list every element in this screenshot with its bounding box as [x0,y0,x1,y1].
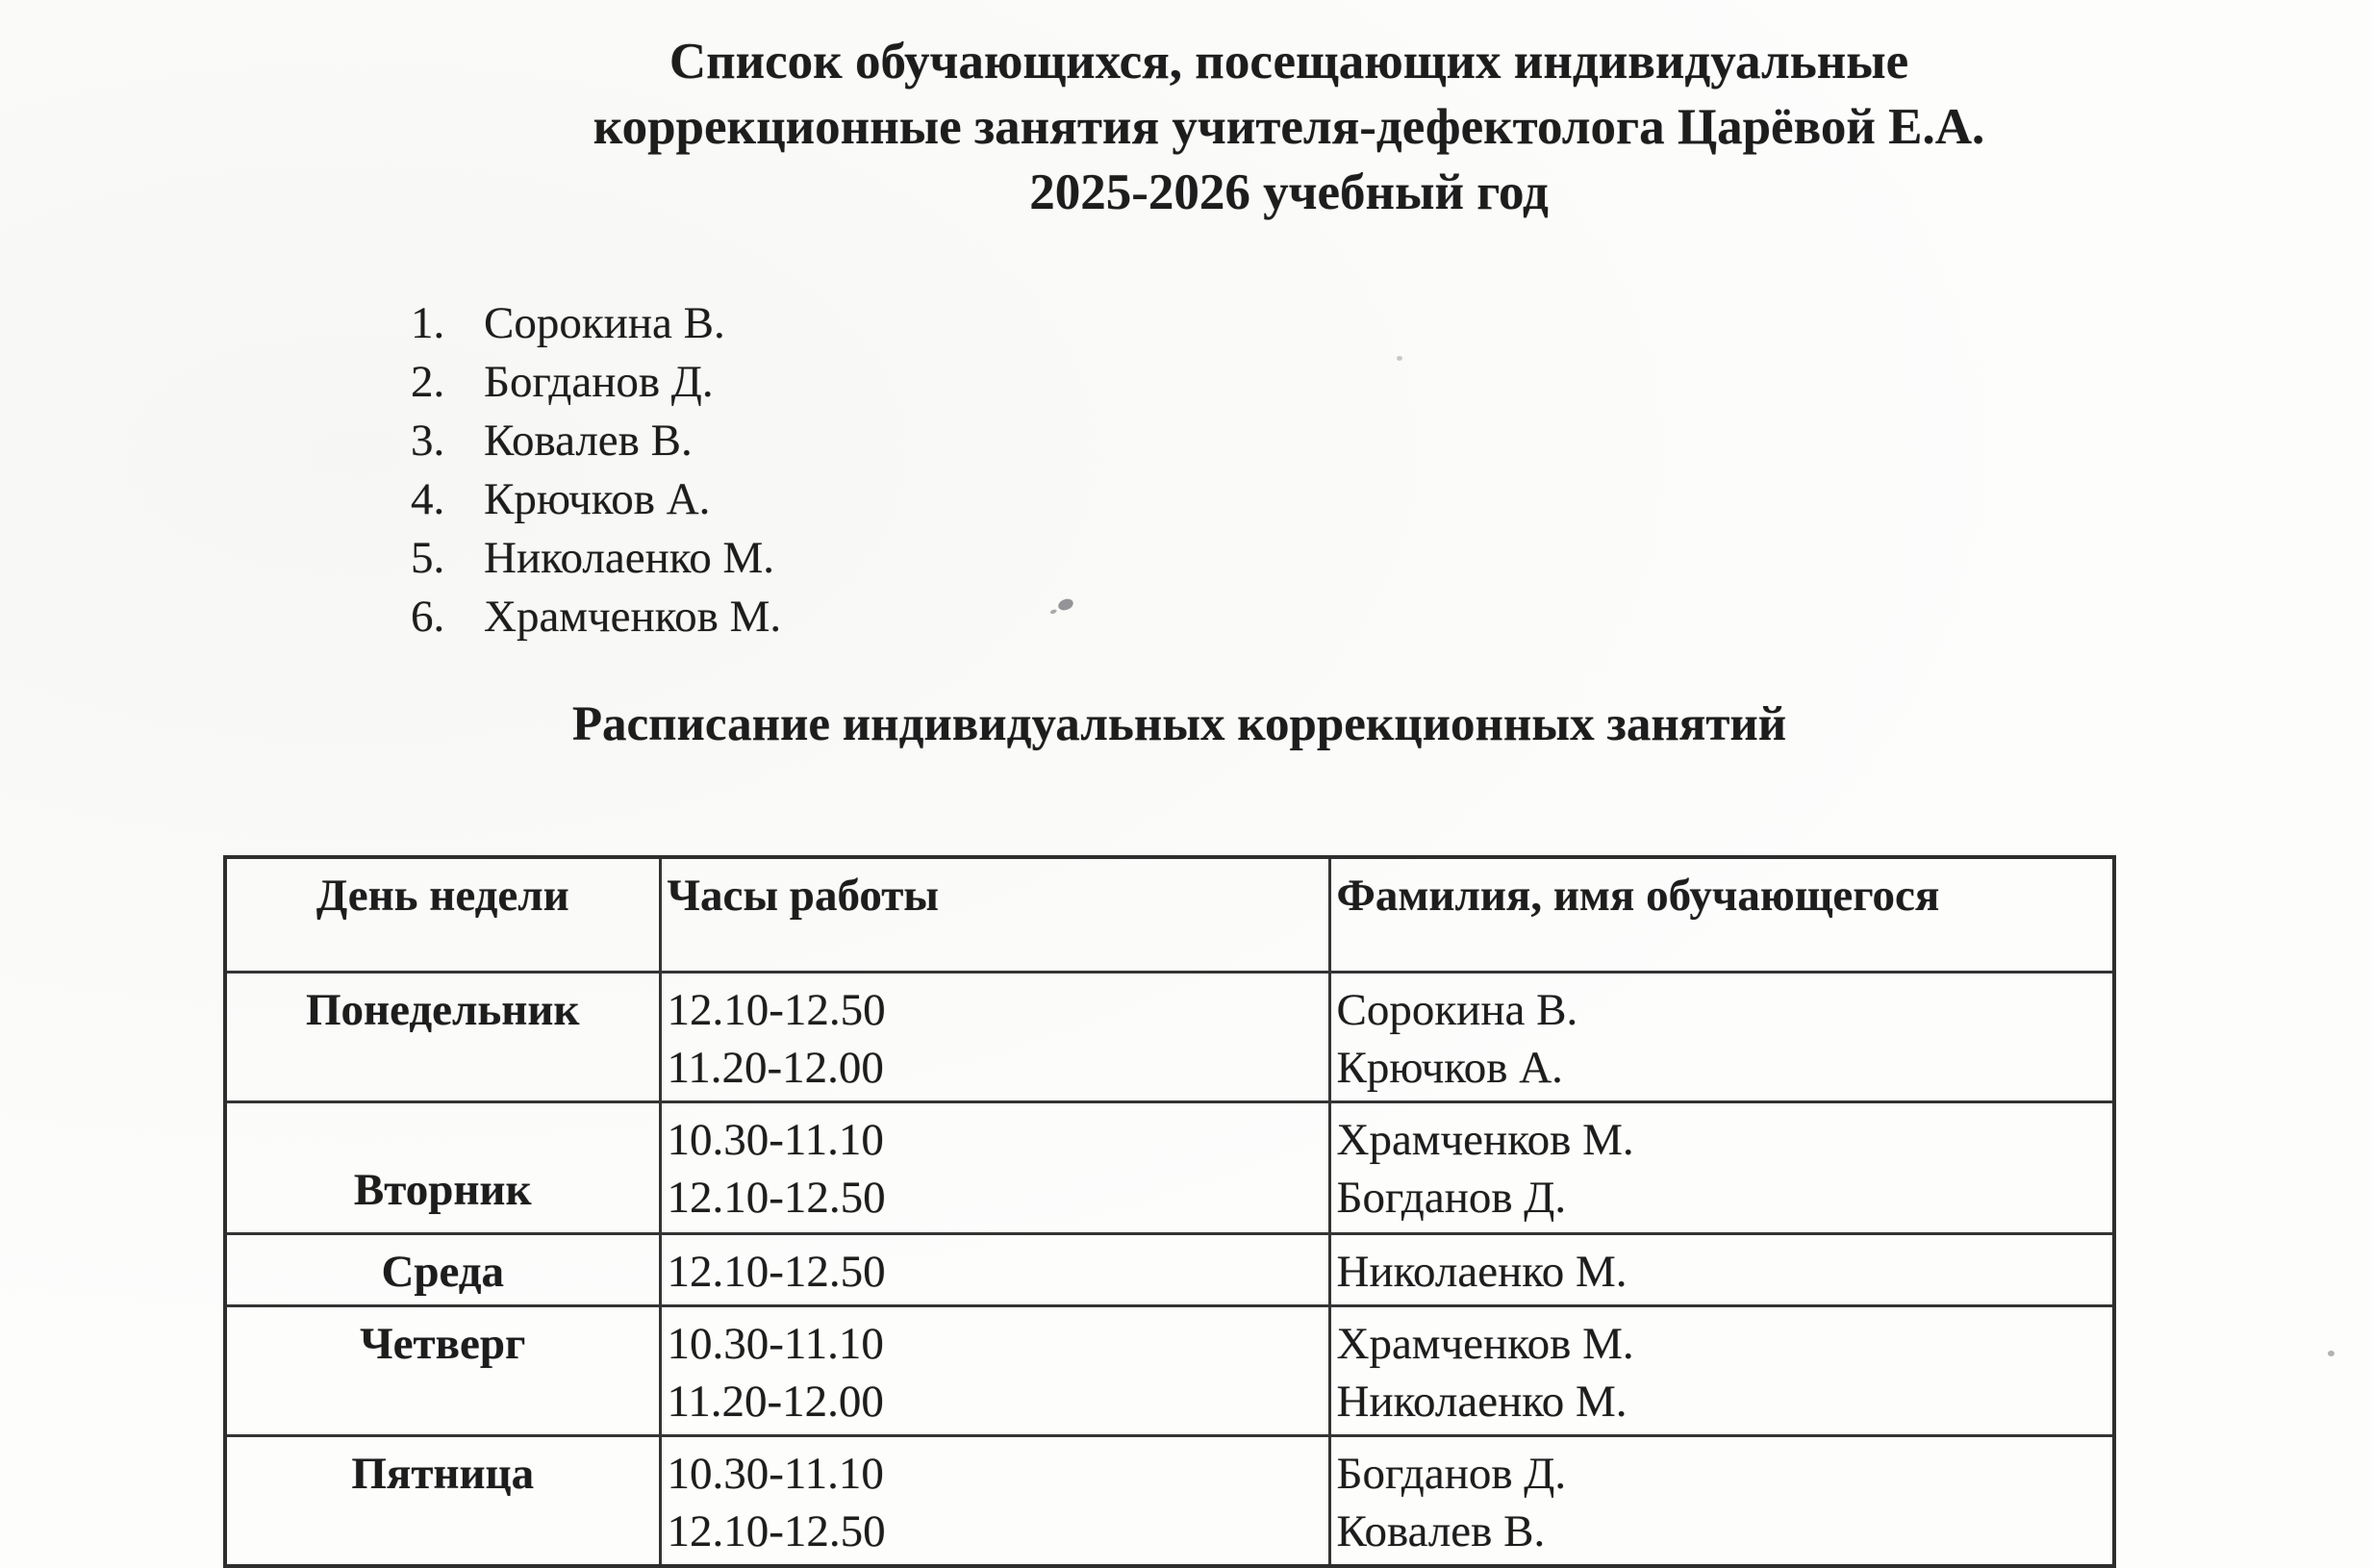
table-row-monday [225,973,2114,1102]
time-cell [660,1436,1329,1567]
scan-speck [1057,597,1075,613]
scan-speck [1397,356,1402,361]
time-cell [660,1234,1329,1306]
day-cell: Четверг [225,1306,660,1436]
list-item [411,294,781,353]
student-name: Богданов Д. [1336,1449,1567,1499]
table-row-wednesday [225,1234,2114,1306]
list-item [411,529,781,588]
student-name: Николаенко М. [1336,1247,1628,1297]
time-slot: 11.20-12.00 [667,1377,884,1427]
schedule-heading: Расписание индивидуальных коррекционных занятий [571,697,1787,751]
student-name: Сорокина В. [1336,985,1578,1035]
day-cell: Вторник [225,1102,660,1234]
table-header-row [225,857,2114,973]
time-slot: 12.10-12.50 [667,1506,886,1556]
student-name: Богданов Д. [1336,1173,1567,1223]
day-cell: Понедельник [225,973,660,1102]
item-number: 2. [411,357,445,407]
student-cell [1329,973,2114,1102]
item-number: 5. [411,533,445,583]
item-name: Храмченков М. [484,592,782,642]
item-name: Крючков А. [484,474,711,524]
scan-speck [2328,1351,2334,1356]
schedule-table [223,855,2116,1568]
document-title [206,29,2372,225]
time-slot: 12.10-12.50 [667,985,886,1035]
column-header-time: Часы работы [660,857,1329,973]
time-slot: 10.30-11.10 [667,1115,884,1165]
students-list [411,294,781,646]
item-name: Николаенко М. [484,533,774,583]
title-line-2: коррекционные занятия учителя-дефектолога Царёвой Е.А. [593,99,1985,155]
item-number: 4. [411,474,445,524]
list-item [411,412,781,470]
time-cell [660,1102,1329,1234]
student-name: Крючков А. [1336,1043,1563,1093]
item-name: Сорокина В. [484,298,725,348]
time-cell [660,1306,1329,1436]
student-name: Николаенко М. [1336,1377,1628,1427]
column-header-day: День недели [225,857,660,973]
time-cell [660,973,1329,1102]
student-name: Храмченков М. [1336,1115,1634,1165]
list-item [411,588,781,646]
time-slot: 10.30-11.10 [667,1449,884,1499]
table-row-thursday [225,1306,2114,1436]
item-name: Богданов Д. [484,357,714,407]
table-row-tuesday [225,1102,2114,1234]
item-number: 3. [411,416,445,466]
time-slot: 10.30-11.10 [667,1319,884,1369]
student-name: Храмченков М. [1336,1319,1634,1369]
time-slot: 12.10-12.50 [667,1247,886,1297]
item-number: 6. [411,592,445,642]
day-cell: Среда [225,1234,660,1306]
table-row-friday [225,1436,2114,1567]
item-number: 1. [411,298,445,348]
item-name: Ковалев В. [484,416,693,466]
student-cell [1329,1306,2114,1436]
day-cell: Пятница [225,1436,660,1567]
title-line-3: 2025-2026 учебный год [1029,164,1549,220]
student-name: Ковалев В. [1336,1506,1546,1556]
student-cell [1329,1436,2114,1567]
time-slot: 11.20-12.00 [667,1043,884,1093]
time-slot: 12.10-12.50 [667,1173,886,1223]
student-cell [1329,1102,2114,1234]
list-item [411,470,781,529]
title-line-1: Список обучающихся, посещающих индивидуальные [669,34,1909,89]
column-header-name: Фамилия, имя обучающегося [1329,857,2114,973]
student-cell [1329,1234,2114,1306]
list-item [411,353,781,412]
